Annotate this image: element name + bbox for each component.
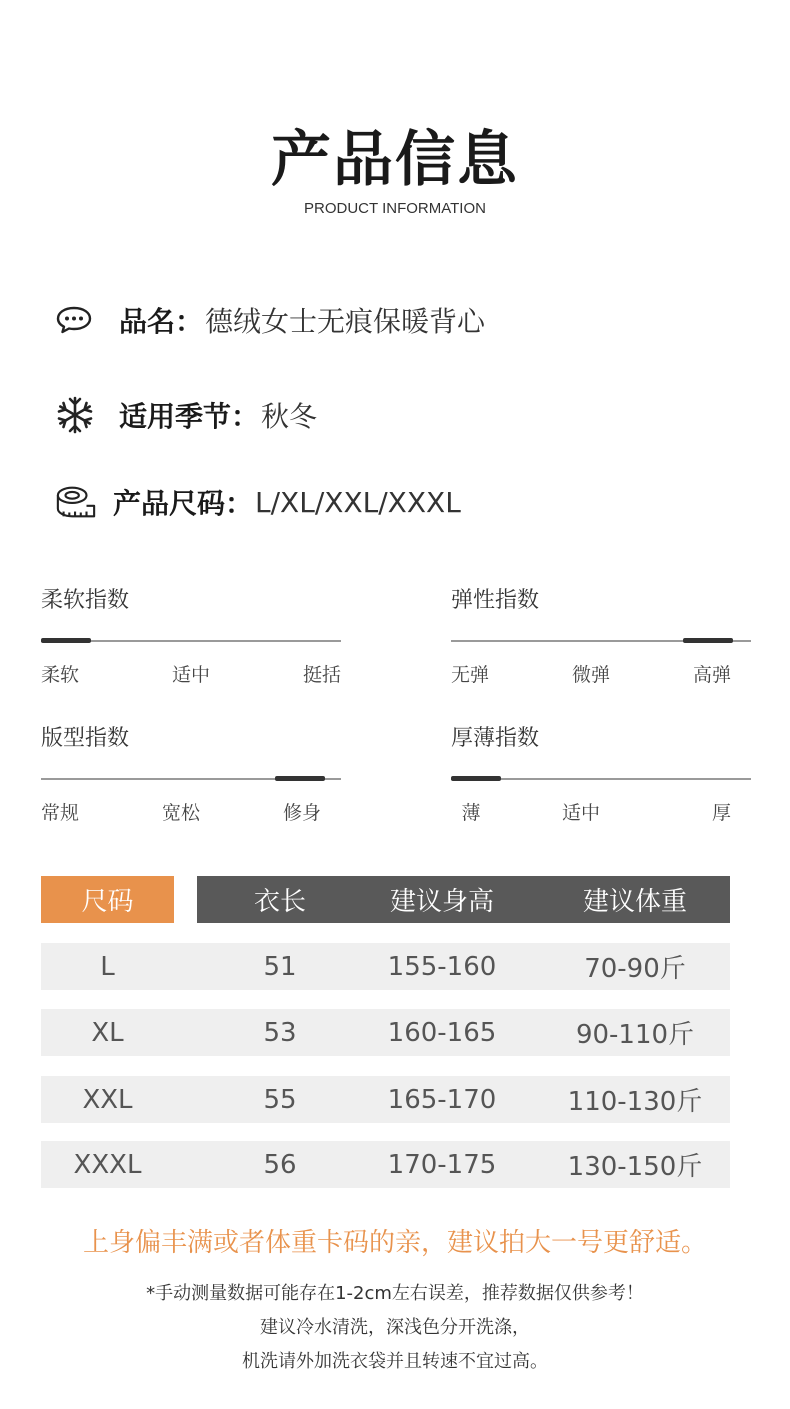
table-cell-weight: 90-110斤	[575, 1020, 695, 1050]
page-subtitle: PRODUCT INFORMATION	[304, 200, 486, 217]
info-row-size	[55, 482, 461, 522]
index-marker	[451, 776, 501, 781]
tape-measure-icon	[55, 482, 97, 522]
index-labels	[41, 660, 341, 687]
size-advice: 上身偏丰满或者体重卡码的亲，建议拍大一号更舒适。	[82, 1228, 707, 1258]
index-track	[451, 640, 751, 642]
index-marker	[683, 638, 733, 643]
index-label: 常规	[41, 802, 80, 824]
table-cell-weight: 70-90斤	[584, 954, 686, 984]
index-labels	[451, 660, 731, 687]
index-marker	[41, 638, 91, 643]
index-marker	[275, 776, 325, 781]
index-title: 弹性指数	[451, 588, 540, 613]
table-cell-length: 53	[263, 1017, 297, 1048]
index-label: 薄	[461, 802, 481, 824]
index-label: 宽松	[161, 802, 200, 824]
page-title: 产品信息	[271, 125, 519, 195]
index-track	[451, 778, 751, 780]
index-label: 适中	[171, 664, 210, 686]
table-header-height: 建议身高	[389, 887, 494, 917]
table-header-size: 尺码	[41, 876, 174, 923]
note-line: 建议冷水清洗，深浅色分开洗涤，	[260, 1317, 530, 1338]
table-cell-height: 160-165	[387, 1017, 497, 1048]
index-label: 适中	[561, 802, 600, 824]
table-cell-size: L	[100, 951, 115, 982]
info-label: 产品尺码：	[113, 487, 254, 520]
info-value: L/XL/XXL/XXXL	[255, 485, 461, 519]
info-label: 适用季节：	[119, 400, 260, 433]
index-track	[41, 778, 341, 780]
index-thickness	[451, 721, 751, 825]
index-elasticity	[451, 583, 751, 687]
table-cell-weight: 130-150斤	[567, 1152, 703, 1182]
info-value: 秋冬	[261, 400, 318, 433]
index-labels	[451, 798, 731, 825]
snowflake-icon	[55, 395, 97, 435]
info-row-name	[55, 300, 485, 340]
note-line: *手动测量数据可能存在1-2cm左右误差，推荐数据仅供参考！	[146, 1283, 644, 1304]
index-label: 修身	[282, 802, 321, 824]
note-line: 机洗请外加洗衣袋并且转速不宜过高。	[242, 1351, 548, 1372]
table-cell-length: 55	[263, 1084, 297, 1115]
index-label: 厚	[711, 802, 731, 824]
index-label: 柔软	[41, 664, 80, 686]
info-value: 德绒女士无痕保暖背心	[205, 305, 486, 338]
table-cell-height: 155-160	[387, 951, 497, 982]
index-label: 无弹	[451, 664, 490, 686]
index-track	[41, 640, 341, 642]
table-row	[41, 1076, 730, 1123]
table-cell-size: XXL	[82, 1084, 133, 1115]
table-cell-length: 56	[263, 1149, 297, 1180]
index-label: 高弹	[692, 664, 731, 686]
table-header	[197, 876, 730, 923]
table-cell-size: XL	[91, 1017, 124, 1048]
speech-bubble-icon	[55, 300, 97, 340]
index-label: 挺括	[302, 664, 341, 686]
table-cell-height: 170-175	[387, 1149, 497, 1180]
index-title: 厚薄指数	[451, 726, 540, 751]
table-cell-length: 51	[263, 951, 297, 982]
index-title: 柔软指数	[41, 588, 130, 613]
index-label: 微弹	[571, 664, 610, 686]
info-label: 品名：	[119, 305, 204, 338]
index-title: 版型指数	[41, 726, 130, 751]
info-row-season	[55, 395, 317, 435]
index-labels	[41, 798, 321, 825]
table-row	[41, 1009, 730, 1056]
index-softness	[41, 583, 341, 687]
table-cell-weight: 110-130斤	[567, 1087, 703, 1117]
table-cell-size: XXXL	[73, 1149, 142, 1180]
table-row	[41, 1141, 730, 1188]
table-header-weight: 建议体重	[582, 887, 687, 917]
table-cell-height: 165-170	[387, 1084, 497, 1115]
index-fit	[41, 721, 341, 825]
table-header-length: 衣长	[253, 887, 306, 917]
table-row	[41, 943, 730, 990]
